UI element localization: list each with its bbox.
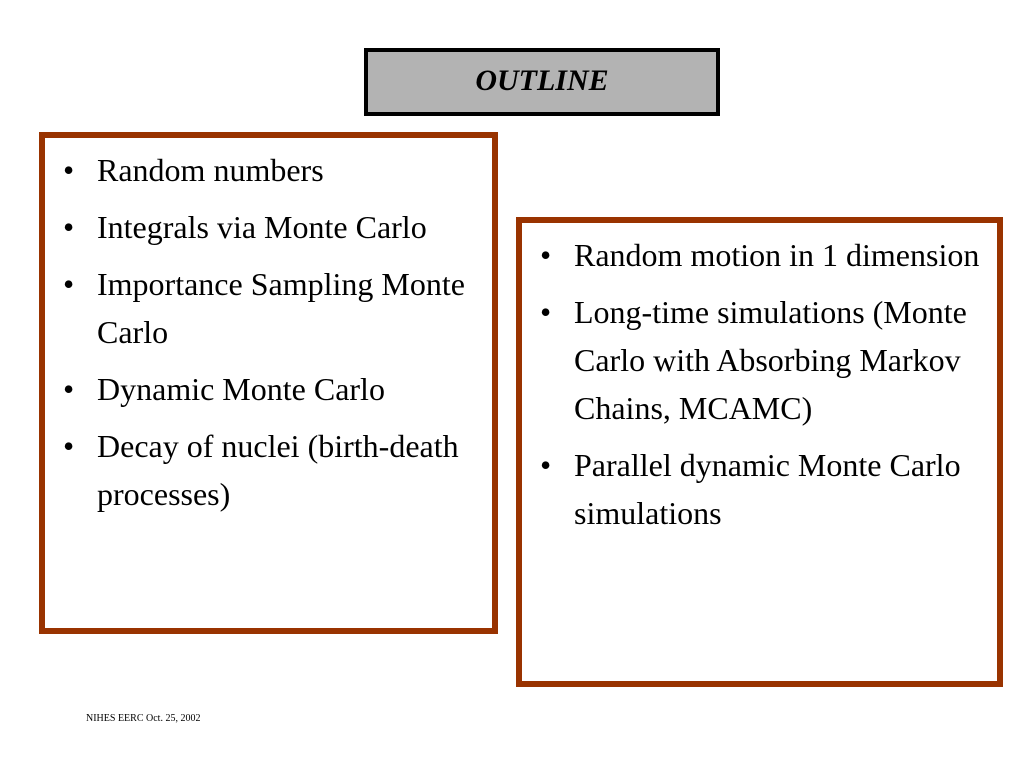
slide-title-box [364, 48, 720, 116]
bullet-icon: • [540, 294, 552, 330]
list-item-text: Random motion in 1 dimension [574, 237, 980, 273]
list-item [51, 203, 484, 251]
bullet-icon: • [63, 371, 75, 407]
list-item [528, 288, 989, 432]
bullet-icon: • [540, 447, 552, 483]
list-item-text: Integrals via Monte Carlo [97, 209, 427, 245]
list-item [51, 260, 484, 356]
list-item [51, 365, 484, 413]
left-outline-panel [39, 132, 498, 634]
bullet-icon: • [63, 428, 75, 464]
left-bullet-list [51, 146, 484, 518]
list-item [51, 422, 484, 518]
right-outline-panel [516, 217, 1003, 687]
list-item-text: Parallel dynamic Monte Carlo simulations [574, 447, 961, 531]
list-item [528, 441, 989, 537]
list-item-text: Decay of nuclei (birth-death processes) [97, 428, 459, 512]
bullet-icon: • [540, 237, 552, 273]
right-bullet-list [528, 231, 989, 537]
list-item [51, 146, 484, 194]
list-item-text: Long-time simulations (Monte Carlo with Absorbing Markov Chains, MCAMC) [574, 294, 967, 426]
list-item [528, 231, 989, 279]
slide-title: OUTLINE [475, 64, 609, 97]
list-item-text: Dynamic Monte Carlo [97, 371, 385, 407]
slide-footer: NIHES EERC Oct. 25, 2002 [86, 713, 201, 724]
bullet-icon: • [63, 266, 75, 302]
list-item-text: Importance Sampling Monte Carlo [97, 266, 465, 350]
bullet-icon: • [63, 152, 75, 188]
bullet-icon: • [63, 209, 75, 245]
list-item-text: Random numbers [97, 152, 324, 188]
